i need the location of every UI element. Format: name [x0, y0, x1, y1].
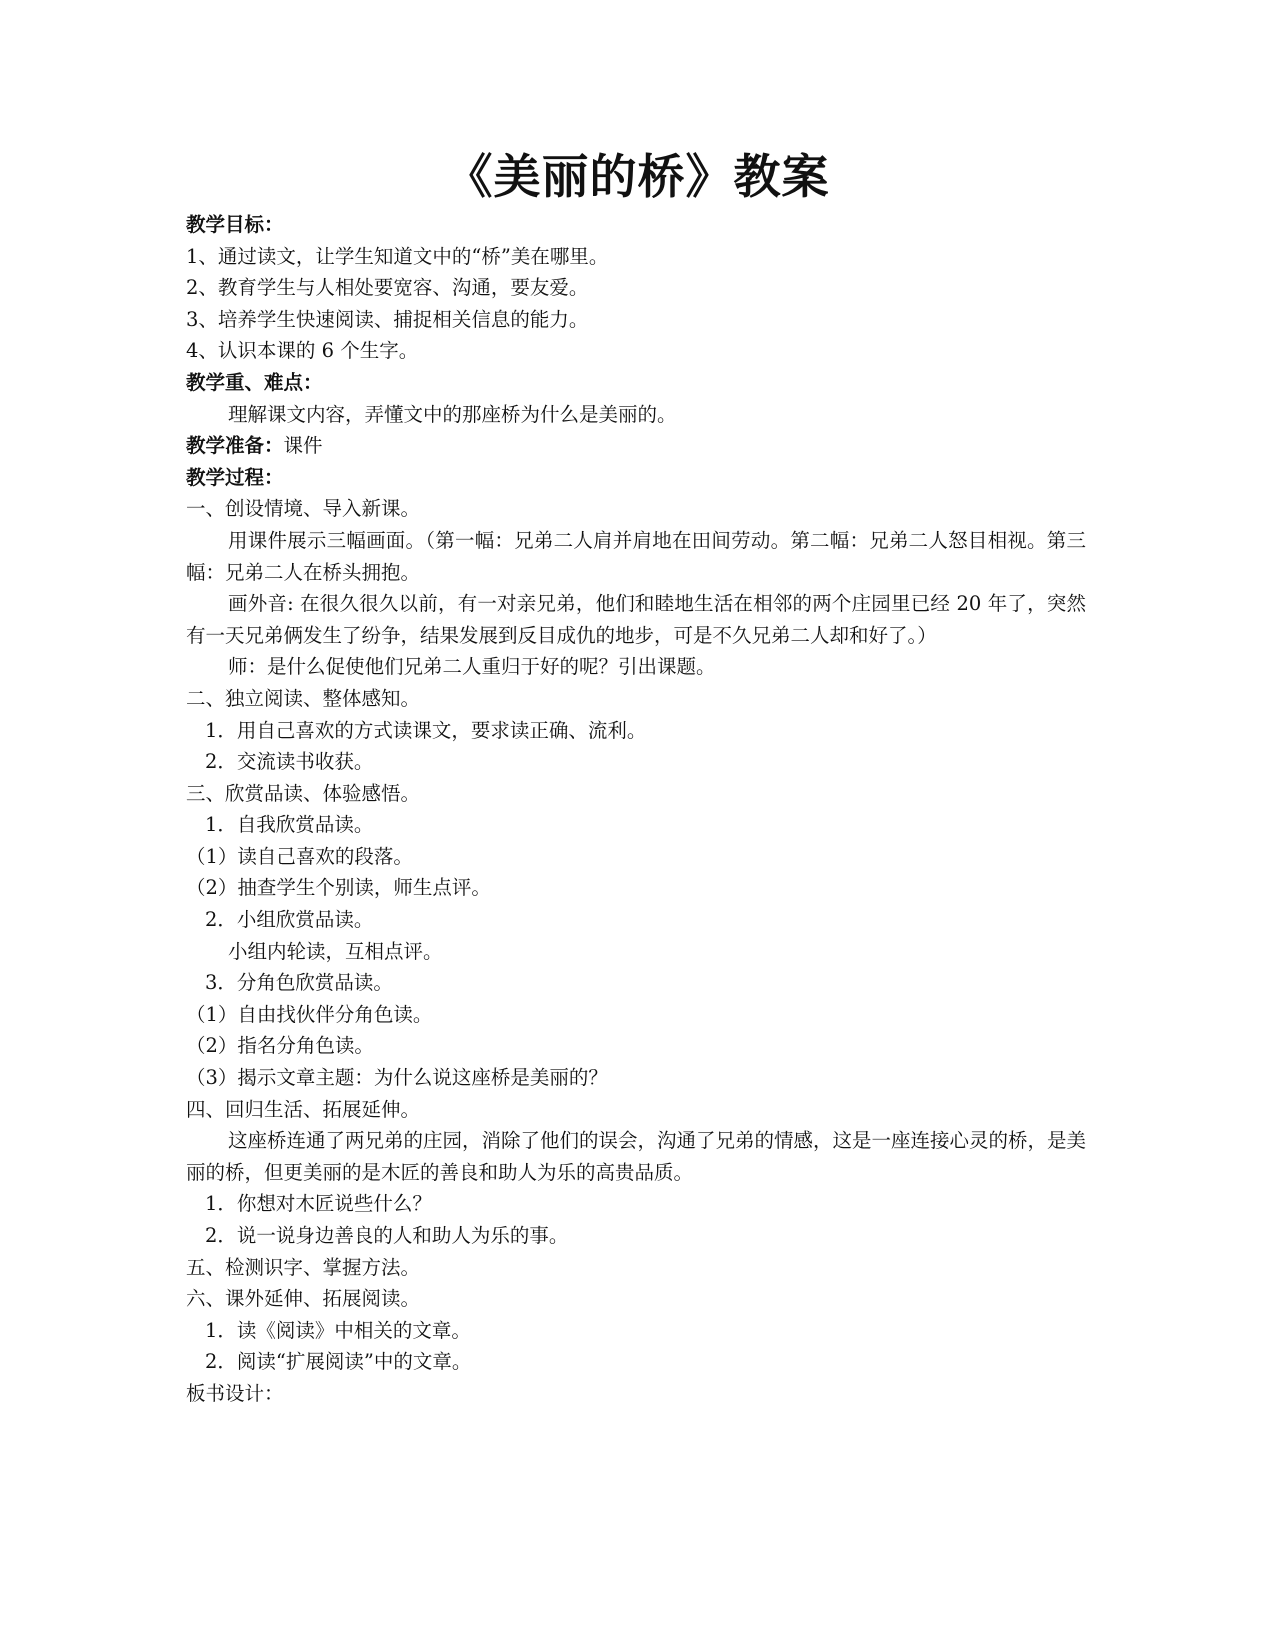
- sub-list-item: （3）揭示文章主题：为什么说这座桥是美丽的？: [186, 1066, 608, 1090]
- sub-list-item: （2）抽查学生个别读，师生点评。: [186, 876, 491, 900]
- process-heading: 教学过程：: [186, 465, 284, 489]
- list-item: 3．分角色欣赏品读。: [205, 971, 393, 995]
- list-item: 1．用自己喜欢的方式读课文，要求读正确、流利。: [205, 718, 647, 742]
- key-points-text: 理解课文内容，弄懂文中的那座桥为什么是美丽的。: [228, 402, 677, 426]
- objective-item: 2、教育学生与人相处要宽容、沟通，要友爱。: [186, 276, 589, 300]
- paragraph: 师：是什么促使他们兄弟二人重归于好的呢？引出课题。: [228, 655, 716, 679]
- list-item: 2．交流读书收获。: [205, 750, 374, 774]
- list-item: 1．你想对木匠说些什么？: [205, 1192, 432, 1216]
- list-item: 1．读《阅读》中相关的文章。: [205, 1318, 471, 1342]
- preparation-text: 课件: [283, 434, 323, 458]
- board-design-heading: 板书设计：: [186, 1381, 284, 1405]
- list-item: 1．自我欣赏品读。: [205, 813, 374, 837]
- sub-list-item: （1）读自己喜欢的段落。: [186, 844, 413, 868]
- paragraph: 画外音: 在很久很久以前，有一对亲兄弟，他们和睦地生活在相邻的两个庄园里已经 20 年了，突然有一天兄弟俩发生了纷争，结果发展到反目成仇的地步，可是不久兄弟二人却和好了。）: [186, 592, 1086, 647]
- preparation-row: [186, 430, 1086, 462]
- section-title: 一、创设情境、导入新课。: [186, 497, 421, 521]
- section-title: 五、检测识字、掌握方法。: [186, 1255, 421, 1279]
- sub-list-item: （1）自由找伙伴分角色读。: [186, 1002, 433, 1026]
- document-body: [186, 209, 1086, 1410]
- objectives-heading: 教学目标：: [186, 213, 284, 236]
- paragraph: 这座桥连通了两兄弟的庄园，消除了他们的误会，沟通了兄弟的情感，这是一座连接心灵的桥，是美丽的桥，但更美丽的是木匠的善良和助人为乐的高贵品质。: [186, 1129, 1087, 1184]
- objective-item: 4、认识本课的 6 个生字。: [186, 339, 419, 363]
- preparation-heading: 教学准备：: [186, 434, 284, 458]
- objective-item: 1、通过读文，让学生知道文中的“桥”美在哪里。: [186, 244, 609, 268]
- paragraph: 用课件展示三幅画面。（第一幅：兄弟二人肩并肩地在田间劳动。第二幅：兄弟二人怒目相视。第三幅：兄弟二人在桥头拥抱。: [186, 528, 1086, 584]
- sub-list-item: （2）指名分角色读。: [186, 1034, 374, 1058]
- list-item: 2．小组欣赏品读。: [205, 908, 374, 932]
- section-title: 六、课外延伸、拓展阅读。: [186, 1287, 421, 1311]
- list-item: 2．阅读“扩展阅读”中的文章。: [205, 1350, 472, 1374]
- list-item: 2．说一说身边善良的人和助人为乐的事。: [205, 1224, 569, 1247]
- section-title: 三、欣赏品读、体验感悟。: [186, 781, 421, 805]
- key-points-heading: 教学重、难点：: [186, 370, 323, 394]
- paragraph: 小组内轮读，互相点评。: [228, 939, 443, 963]
- document-title: 《美丽的桥》教案: [445, 150, 830, 205]
- section-title: 二、独立阅读、整体感知。: [186, 686, 421, 710]
- section-title: 四、回归生活、拓展延伸。: [186, 1097, 421, 1121]
- objective-item: 3、培养学生快速阅读、捕捉相关信息的能力。: [186, 307, 589, 331]
